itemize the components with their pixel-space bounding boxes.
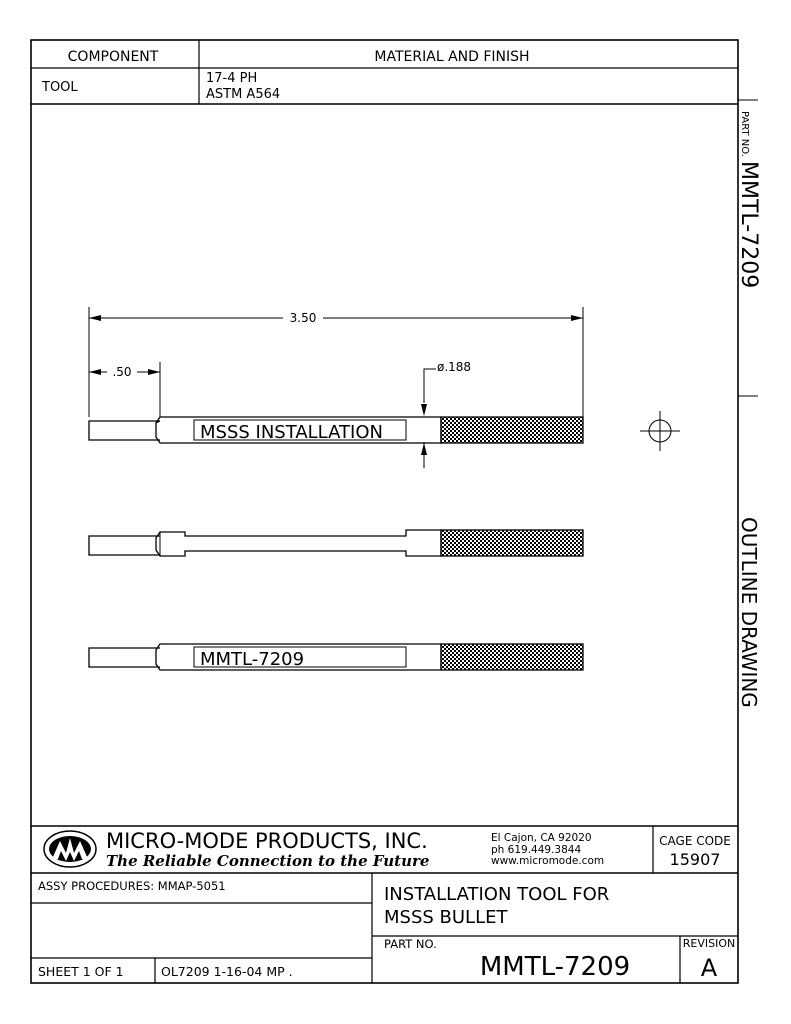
part-no: MMTL-7209 [479, 952, 631, 982]
centerline-symbol [640, 411, 680, 451]
side-part-no-label: PART NO. [739, 111, 750, 157]
tip-length-label: .50 [112, 365, 132, 379]
tool-side-view [89, 530, 583, 556]
overall-length-label: 3.50 [289, 311, 317, 325]
component-header: COMPONENT [67, 49, 159, 65]
cage-code: 15907 [669, 850, 721, 869]
tool-label-bottom: MMTL-7209 [200, 649, 305, 670]
company-logo [44, 831, 96, 867]
knurled-grip [441, 417, 583, 443]
drawing-info: OL7209 1-16-04 MP . [161, 964, 293, 979]
assy-procedures: ASSY PROCEDURES: MMAP-5051 [38, 879, 226, 893]
side-part-no: MMTL-7209 [736, 161, 761, 289]
part-no-label: PART NO. [384, 937, 437, 951]
revision-label: REVISION [682, 937, 736, 950]
dimension-tip [89, 362, 160, 417]
material-header: MATERIAL AND FINISH [374, 49, 530, 65]
cage-code-label: CAGE CODE [659, 834, 731, 848]
drawing-title-line-1: INSTALLATION TOOL FOR [384, 884, 610, 905]
sheet-number: SHEET 1 OF 1 [38, 964, 124, 979]
side-drawing-type: OUTLINE DRAWING [737, 517, 761, 708]
revision: A [700, 954, 718, 982]
drawing-title-line-2: MSSS BULLET [384, 907, 508, 928]
tool-bottom-view [89, 644, 583, 670]
company-name: MICRO-MODE PRODUCTS, INC. [106, 829, 428, 853]
tool-top-view [89, 417, 583, 443]
header-table [31, 40, 738, 104]
knurled-grip [441, 644, 583, 670]
component-value: TOOL [42, 80, 78, 95]
material-line-2: ASTM A564 [206, 87, 281, 102]
company-tagline: The Reliable Connection to the Future [106, 852, 430, 870]
address-line-2: ph 619.449.3844 [491, 844, 582, 856]
title-block [31, 826, 738, 983]
dimension-overall [89, 307, 583, 417]
tool-label-top: MSSS INSTALLATION [200, 422, 383, 443]
side-annotation [736, 100, 761, 708]
dimension-diameter [421, 360, 471, 468]
address-line-3: www.micromode.com [491, 855, 605, 867]
address-line-1: El Cajon, CA 92020 [491, 832, 592, 844]
diameter-label: ø.188 [437, 360, 472, 374]
material-line-1: 17-4 PH [206, 71, 258, 86]
knurled-grip [441, 530, 583, 556]
